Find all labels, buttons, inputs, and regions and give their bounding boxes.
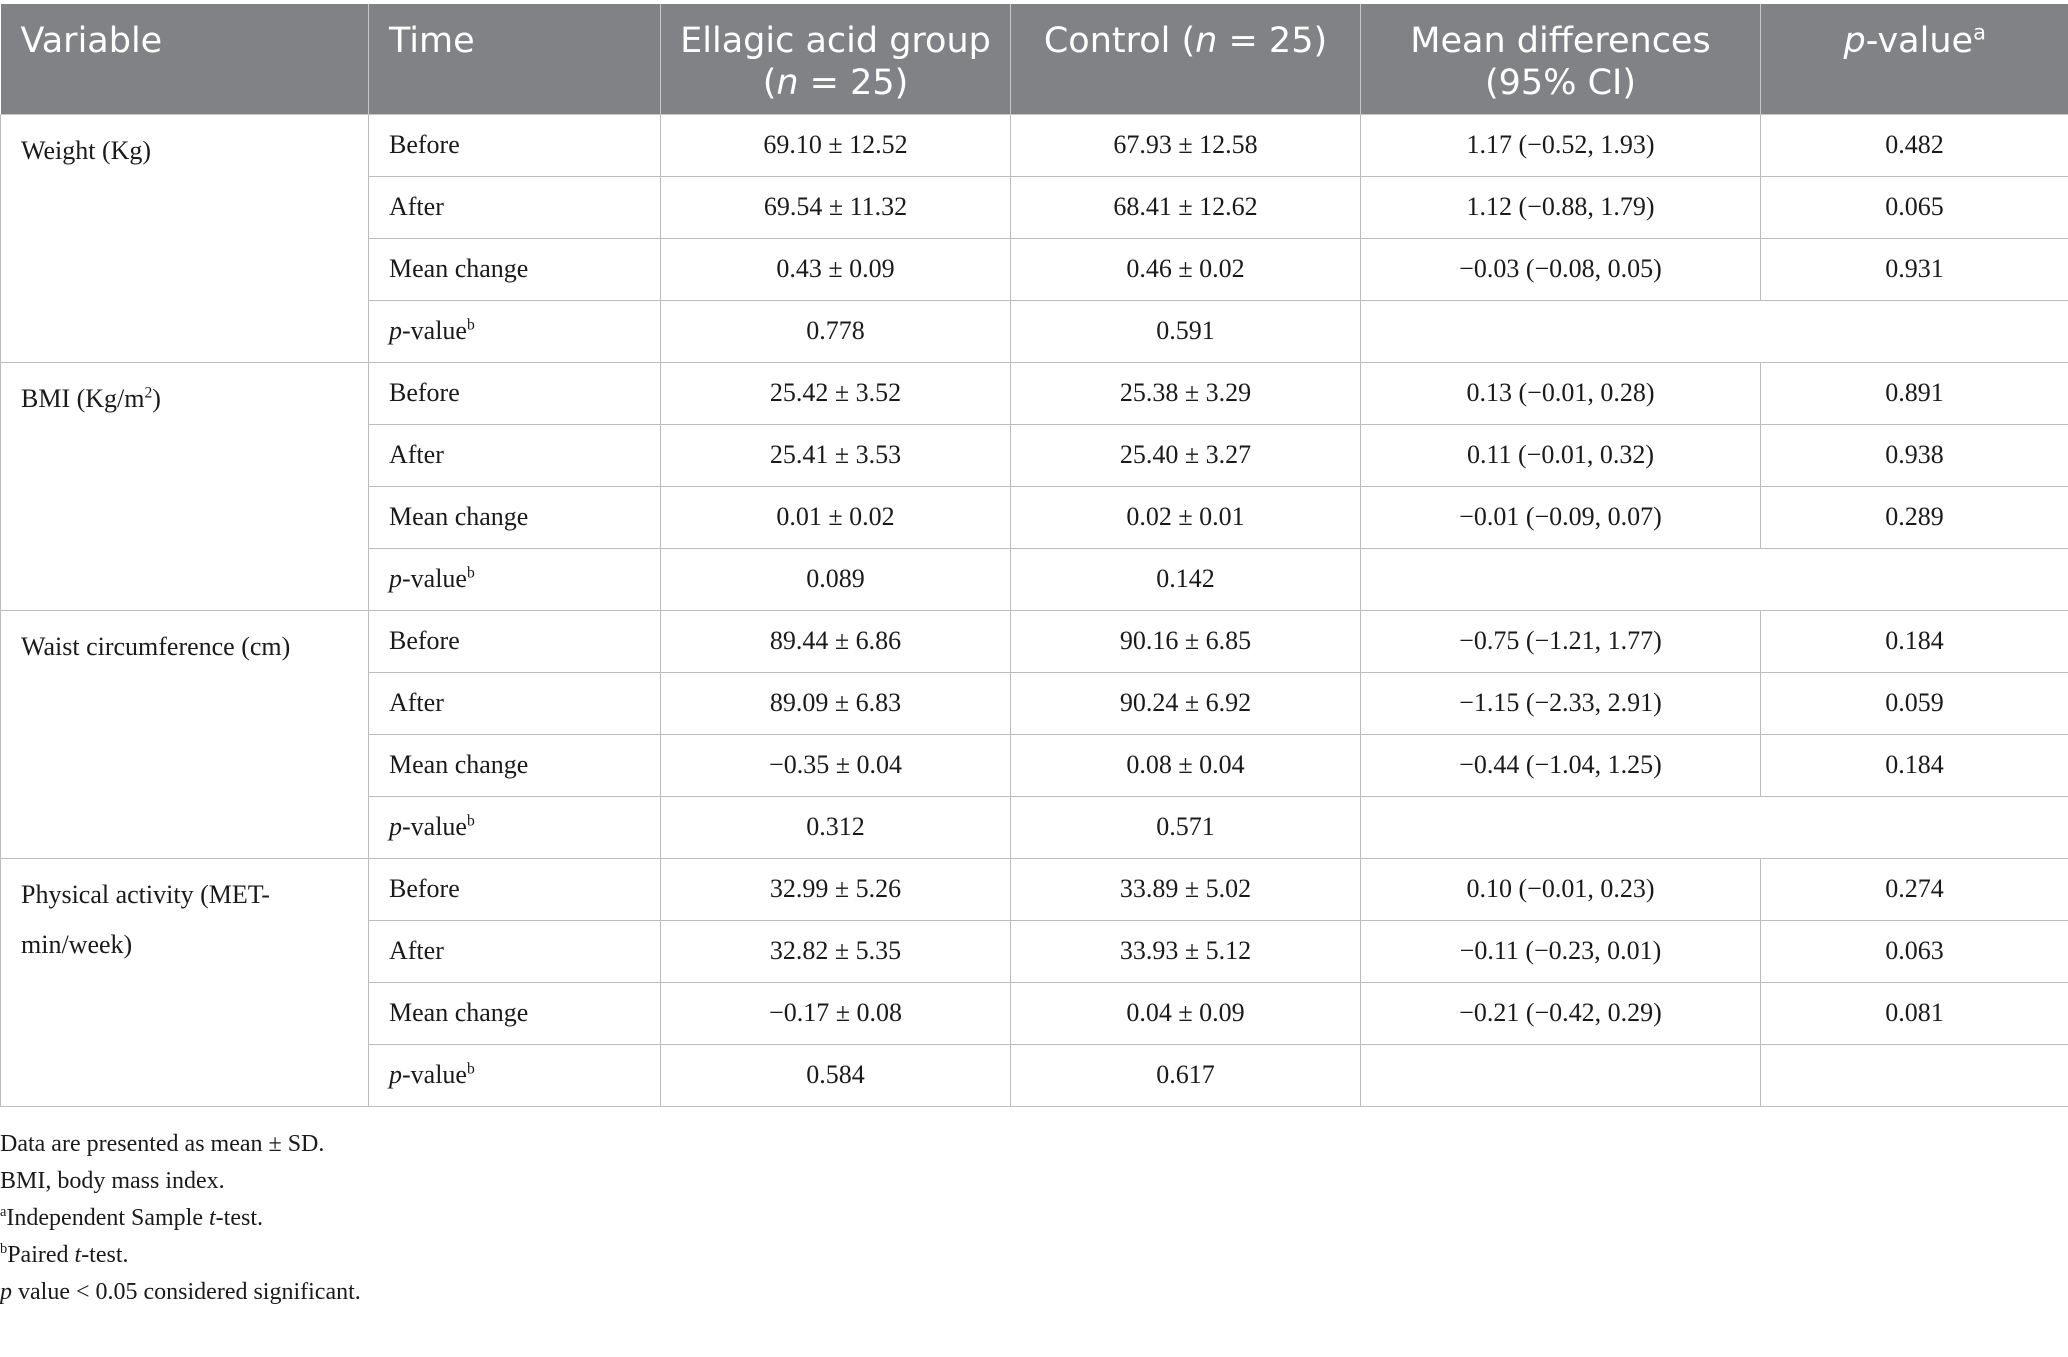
time-mean-change: Mean change [369,486,661,548]
cell-empty [1361,796,2068,858]
header-p-value [1761,4,2068,114]
variable-pa-line1: Physical activity (MET- [21,879,270,909]
cell-mean-diff: 0.10 (−0.01, 0.23) [1361,858,1761,920]
cell-p-value: 0.065 [1761,176,2068,238]
cell-ellagic: 0.778 [661,300,1011,362]
cell-mean-diff: 1.17 (−0.52, 1.93) [1361,114,1761,176]
cell-control: 33.89 ± 5.02 [1011,858,1361,920]
cell-ellagic: 69.54 ± 11.32 [661,176,1011,238]
cell-empty [1761,1044,2068,1106]
time-after: After [369,672,661,734]
time-p-value [369,1044,661,1106]
cell-p-value: 0.289 [1761,486,2068,548]
time-p-rest: -value [402,316,467,345]
cell-control: 0.142 [1011,548,1361,610]
variable-physical-activity [1,858,369,1106]
variable-bmi-sup: 2 [144,383,153,401]
cell-ellagic: 25.42 ± 3.52 [661,362,1011,424]
cell-mean-diff: −1.15 (−2.33, 2.91) [1361,672,1761,734]
cell-mean-diff: 1.12 (−0.88, 1.79) [1361,176,1761,238]
cell-p-value: 0.081 [1761,982,2068,1044]
time-before: Before [369,114,661,176]
cell-mean-diff: −0.03 (−0.08, 0.05) [1361,238,1761,300]
time-p-rest: -value [402,812,467,841]
cell-empty [1361,548,2068,610]
footnote-a-text: Independent Sample [6,1205,209,1231]
cell-control: 68.41 ± 12.62 [1011,176,1361,238]
time-p-sup: b [466,1060,475,1078]
footnote-significance [0,1274,361,1311]
cell-p-value: 0.059 [1761,672,2068,734]
cell-mean-diff: −0.01 (−0.09, 0.07) [1361,486,1761,548]
header-p-sup: a [1973,20,1986,45]
time-p-italic: p [389,812,402,841]
cell-control: 0.617 [1011,1044,1361,1106]
table-footnotes [0,1126,361,1311]
cell-p-value: 0.931 [1761,238,2068,300]
cell-control: 0.08 ± 0.04 [1011,734,1361,796]
footnote-b-t: t [74,1242,82,1268]
cell-mean-diff: 0.11 (−0.01, 0.32) [1361,424,1761,486]
time-p-value [369,300,661,362]
header-control-label: Control ( [1043,21,1196,61]
cell-ellagic: 0.01 ± 0.02 [661,486,1011,548]
header-time: Time [369,4,661,114]
cell-ellagic: 89.09 ± 6.83 [661,672,1011,734]
variable-weight: Weight (Kg) [1,114,369,362]
time-before: Before [369,610,661,672]
cell-p-value: 0.938 [1761,424,2068,486]
time-mean-change: Mean change [369,734,661,796]
footnote-b [0,1237,361,1274]
cell-control: 0.02 ± 0.01 [1011,486,1361,548]
cell-ellagic: 0.089 [661,548,1011,610]
header-mean-diff-line1: Mean differences [1410,21,1711,61]
cell-mean-diff: −0.11 (−0.23, 0.01) [1361,920,1761,982]
time-p-italic: p [389,1060,402,1089]
cell-ellagic: 25.41 ± 3.53 [661,424,1011,486]
cell-control: 90.16 ± 6.85 [1011,610,1361,672]
table-header-row [1,4,2068,114]
time-after: After [369,920,661,982]
cell-ellagic: 0.584 [661,1044,1011,1106]
header-ellagic-count: = 25) [798,63,909,103]
cell-p-value: 0.482 [1761,114,2068,176]
table-row [1,610,2068,672]
time-p-sup: b [466,564,475,582]
cell-ellagic: 32.82 ± 5.35 [661,920,1011,982]
variable-bmi-main: BMI (Kg/m [21,383,145,413]
header-p-rest: -value [1865,21,1974,61]
header-variable: Variable [1,4,369,114]
table-row [1,858,2068,920]
footnote-a-end: -test. [215,1205,263,1231]
header-control-count: = 25) [1217,21,1328,61]
footnote-a [0,1200,361,1237]
header-ellagic-n: n [776,63,799,103]
header-control-n: n [1195,21,1218,61]
header-p-italic: p [1843,21,1866,61]
cell-control: 0.04 ± 0.09 [1011,982,1361,1044]
time-p-rest: -value [402,1060,467,1089]
cell-mean-diff: −0.44 (−1.04, 1.25) [1361,734,1761,796]
cell-control: 67.93 ± 12.58 [1011,114,1361,176]
header-mean-differences [1361,4,1761,114]
footnote-b-text: Paired [7,1242,75,1268]
time-p-rest: -value [402,564,467,593]
table-row [1,362,2068,424]
cell-mean-diff: 0.13 (−0.01, 0.28) [1361,362,1761,424]
cell-control: 0.591 [1011,300,1361,362]
variable-bmi-end: ) [152,383,161,413]
footnote-bmi-abbreviation: BMI, body mass index. [0,1168,225,1194]
cell-p-value: 0.063 [1761,920,2068,982]
time-p-sup: b [466,812,475,830]
cell-control: 0.46 ± 0.02 [1011,238,1361,300]
footnote-a-marker: a [0,1204,7,1220]
cell-control: 33.93 ± 5.12 [1011,920,1361,982]
footnote-data-presentation: Data are presented as mean ± SD. [0,1131,325,1157]
cell-p-value: 0.891 [1761,362,2068,424]
footnote-a-t: t [209,1205,216,1231]
header-ellagic-group: Ellagic acid group (n = 25) [661,4,1011,114]
time-p-italic: p [389,316,402,345]
cell-empty [1361,300,2068,362]
cell-mean-diff: −0.21 (−0.42, 0.29) [1361,982,1761,1044]
cell-ellagic: 69.10 ± 12.52 [661,114,1011,176]
cell-p-value: 0.184 [1761,734,2068,796]
cell-ellagic: 32.99 ± 5.26 [661,858,1011,920]
cell-ellagic: −0.35 ± 0.04 [661,734,1011,796]
cell-control: 25.40 ± 3.27 [1011,424,1361,486]
cell-p-value: 0.274 [1761,858,2068,920]
time-mean-change: Mean change [369,982,661,1044]
cell-ellagic: 0.43 ± 0.09 [661,238,1011,300]
cell-control: 25.38 ± 3.29 [1011,362,1361,424]
variable-pa-line2: min/week) [21,929,133,959]
cell-ellagic: 0.312 [661,796,1011,858]
time-p-italic: p [389,564,402,593]
cell-empty [1361,1044,1761,1106]
time-p-value [369,796,661,858]
variable-waist: Waist circumference (cm) [1,610,369,858]
cell-control: 0.571 [1011,796,1361,858]
cell-ellagic: 89.44 ± 6.86 [661,610,1011,672]
cell-p-value: 0.184 [1761,610,2068,672]
cell-mean-diff: −0.75 (−1.21, 1.77) [1361,610,1761,672]
time-before: Before [369,858,661,920]
variable-bmi [1,362,369,610]
cell-control: 90.24 ± 6.92 [1011,672,1361,734]
header-control [1011,4,1361,114]
footnote-significance-p: p [0,1279,12,1305]
results-table [0,4,2068,1107]
header-ellagic-label: Ellagic acid group [680,21,991,61]
footnote-significance-text: value < 0.05 considered significant. [12,1279,361,1305]
table-row [1,114,2068,176]
time-mean-change: Mean change [369,238,661,300]
header-mean-diff-line2: (95% CI) [1485,63,1636,103]
footnote-b-marker: b [0,1241,8,1257]
time-p-value [369,548,661,610]
time-after: After [369,176,661,238]
time-after: After [369,424,661,486]
footnote-b-end: -test. [81,1242,129,1268]
time-p-sup: b [466,316,475,334]
time-before: Before [369,362,661,424]
cell-ellagic: −0.17 ± 0.08 [661,982,1011,1044]
